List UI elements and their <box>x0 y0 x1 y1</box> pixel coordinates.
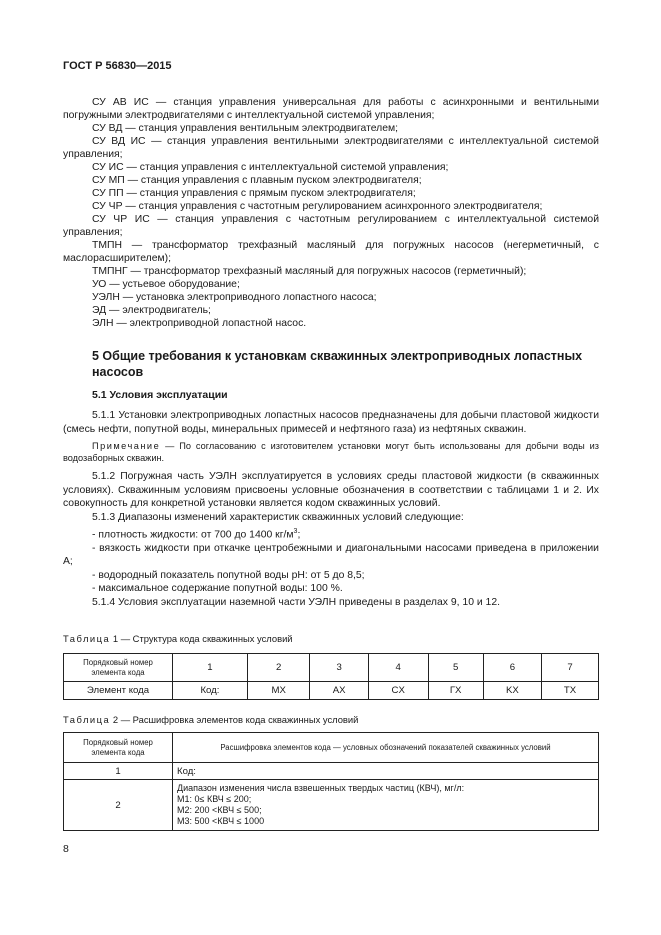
table-cell: KX <box>483 682 541 700</box>
table-cell <box>173 780 599 831</box>
cell-line: Диапазон изменения числа взвешенных твердых частиц (КВЧ), мг/л: <box>177 783 465 793</box>
section-body <box>63 409 599 610</box>
abbreviation-item: СУ ЧР — станция управления с частотным регулированием асинхронного электродвигателя; <box>92 201 543 212</box>
table-header-cell: Порядковый номер элемента кода <box>64 654 173 682</box>
table-cell: Код: <box>173 763 599 780</box>
cell-line: М3: 500 <КВЧ ≤ 1000 <box>177 816 265 826</box>
table-cell: 3 <box>310 654 368 682</box>
section-heading: 5 Общие требования к установкам скважинных электроприводных лопастных насосов <box>92 349 583 379</box>
code-decoding-table <box>63 732 599 831</box>
table-cell: 2 <box>247 654 310 682</box>
cell-line: М2: 200 <КВЧ ≤ 500; <box>177 805 262 815</box>
table1-title: 1 — Структура кода скважинных условий <box>110 633 293 644</box>
list-item-viscosity: - вязкость жидкости при откачке центробежными и диагональными насосами приведена в приложении А; <box>63 542 599 568</box>
table-row <box>64 780 599 831</box>
table-cell: 4 <box>368 654 428 682</box>
table1-label: Таблица <box>63 633 111 644</box>
abbreviation-item: ЭД — электродвигатель; <box>92 305 211 316</box>
abbreviation-item: СУ ЧР ИС — станция управления с частотным регулированием с интеллектуальной системой управления; <box>63 214 599 238</box>
document-code-header: ГОСТ Р 56830—2015 <box>63 60 172 72</box>
cell-line: М1: 0≤ КВЧ ≤ 200; <box>177 794 252 804</box>
table2-label: Таблица <box>63 714 111 725</box>
table-row <box>64 733 599 763</box>
table-row <box>64 654 599 682</box>
abbreviation-item: СУ ВД ИС — станция управления вентильными электродвигателями с интеллектуальной системой управления; <box>63 136 599 160</box>
table2-caption <box>63 714 358 725</box>
table2-title: 2 — Расшифровка элементов кода скважинных условий <box>110 714 359 725</box>
density-exponent: 3 <box>293 527 298 535</box>
table1-caption <box>63 633 293 644</box>
table-header-cell: Порядковый номер элемента кода <box>64 733 173 763</box>
subsection-heading: 5.1 Условия эксплуатации <box>92 389 228 401</box>
abbreviation-item: СУ ИС — станция управления с интеллектуальной системой управления; <box>92 162 449 173</box>
table-cell: 6 <box>483 654 541 682</box>
paragraph-5-1-1: 5.1.1 Установки электроприводных лопастных насосов предназначены для добычи пластовой жидкости (смесь нефти, попутной воды, минеральных примесей и нефтяного газа) из нефтяных скважин. <box>63 410 599 435</box>
abbreviations-list <box>63 96 599 330</box>
table-row <box>64 682 599 700</box>
table-cell: 1 <box>173 654 248 682</box>
table-header-cell: Расшифровка элементов кода — условных обозначений показателей скважинных условий <box>173 733 599 763</box>
table-row <box>64 763 599 780</box>
list-item-water: - максимальное содержание попутной воды: 100 %. <box>92 583 343 595</box>
abbreviation-item: ТМПН — трансформатор трехфазный масляный для погружных насосов (негерметичный, с маслорасширителем); <box>63 240 599 264</box>
abbreviation-item: СУ ПП — станция управления с прямым пуском электродвигателя; <box>92 188 416 199</box>
table-header-cell: Элемент кода <box>64 682 173 700</box>
abbreviation-item: СУ ВД — станция управления вентильным электродвигателем; <box>92 123 399 134</box>
abbreviation-item: ЭЛН — электроприводной лопастной насос. <box>92 318 307 329</box>
table-cell: TX <box>542 682 599 700</box>
paragraph-5-1-4: 5.1.4 Условия эксплуатации наземной части УЭЛН приведены в разделах 9, 10 и 12. <box>92 597 500 608</box>
abbreviation-item: СУ МП — станция управления с плавным пуском электродвигателя; <box>92 175 422 186</box>
table-cell: MX <box>247 682 310 700</box>
table-cell: 1 <box>64 763 173 780</box>
list-item-density <box>63 525 599 542</box>
table-cell: 2 <box>64 780 173 831</box>
list-item-ph: - водородный показатель попутной воды pH: от 5 до 8,5; <box>92 569 365 581</box>
abbreviation-item: ТМПНГ — трансформатор трехфазный масляный для погружных насосов (герметичный); <box>92 266 527 277</box>
table-cell: CX <box>368 682 428 700</box>
abbreviation-item: УО — устьевое оборудование; <box>92 279 240 290</box>
table-cell: 5 <box>428 654 483 682</box>
paragraph-5-1-2: 5.1.2 Погружная часть УЭЛН эксплуатируется в условиях среды пластовой жидкости (в скважинных условиях). Скважинным условиям присвоены условные обозначения в соответствии с таблицами 1 и 2. Их совокупность для конкретной установки является кодом скважинных условий. <box>63 471 599 510</box>
density-text: - плотность жидкости: от 700 до 1400 кг/м <box>92 529 294 541</box>
table-cell: 7 <box>542 654 599 682</box>
code-structure-table <box>63 653 599 700</box>
density-end: ; <box>297 529 301 541</box>
abbreviation-item: УЭЛН — установка электроприводного лопастного насоса; <box>92 292 377 303</box>
page-number: 8 <box>63 843 69 855</box>
table-cell: Код: <box>173 682 248 700</box>
table-cell: ГХ <box>428 682 483 700</box>
table-cell: AX <box>310 682 368 700</box>
paragraph-5-1-3: 5.1.3 Диапазоны изменений характеристик скважинных условий следующие: <box>92 511 464 523</box>
abbreviation-item: СУ АВ ИС — станция управления универсальная для работы с асинхронными и вентильными погружными электродвигателями с интеллектуальной системой управления; <box>63 97 599 121</box>
note-text: — По согласованию с изготовителем установки могут быть использованы для добычи воды из водозаборных скважин. <box>63 441 599 464</box>
note <box>63 440 599 464</box>
note-label: Примечание <box>92 441 161 452</box>
